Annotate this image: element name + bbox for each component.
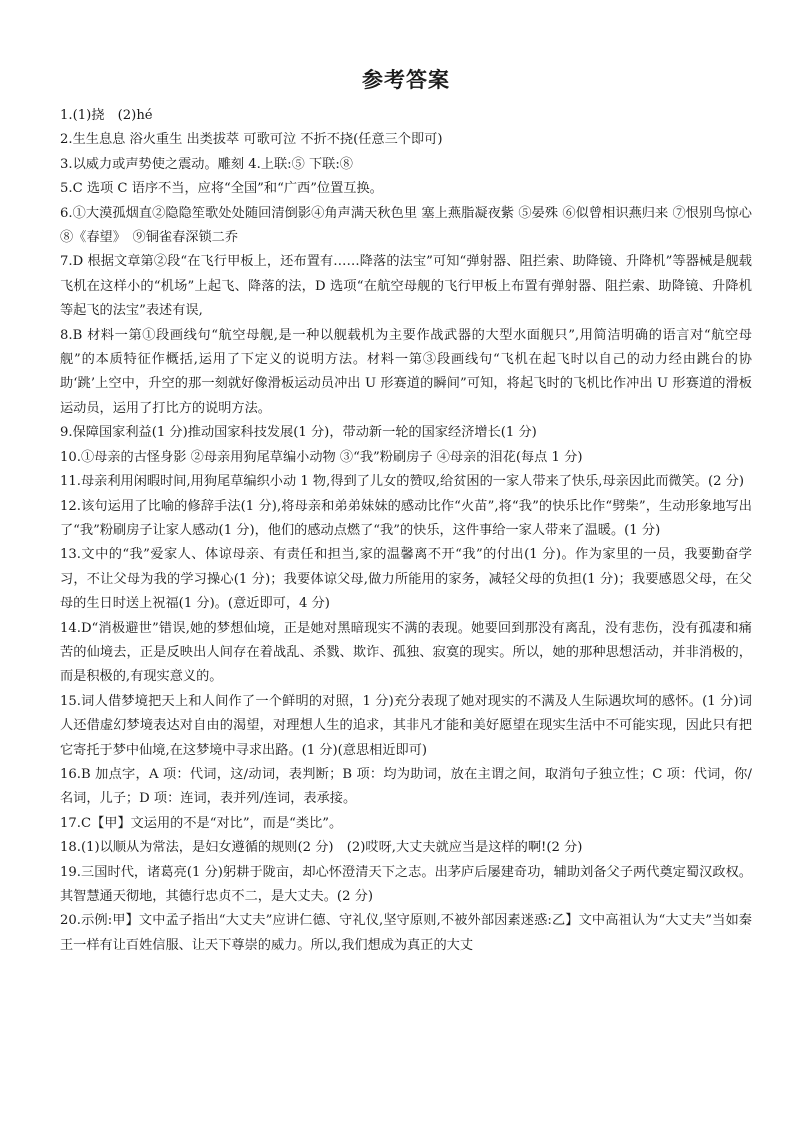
answer-item-15: 15.词人借梦境把天上和人间作了一个鲜明的对照，1 分)充分表现了她对现实的不满及人生际遇坎坷的感怀。(1 分)词人还借虚幻梦境表达对自由的渴望，对理想人生的追求，其非凡才能和美好愿望在现实生活中不可能实现，因此只有把它寄托于梦中仙境,在这梦境中寻求出路。(1 分)(意思相近即可) [60,693,752,758]
answer-item-8: 8.B 材料一第①段画线句“航空母舰,是一种以舰载机为主要作战武器的大型水面舰只”,用简洁明确的语言对“航空母舰”的本质特征作概括,运用了下定义的说明方法。材料一第③段画线句“飞机在起飞时以自己的动力经由跳台的协助‘跳’上空中，升空的那一刻就好像滑板运动员冲出 U 形赛道的瞬间”可知，将起飞时的飞机比作冲出 U 形赛道的滑板运动员，运用了打比方的说明方法。 [60,327,752,416]
answer-item-17: 17.C【甲】文运用的不是“对比”，而是“类比”。 [60,815,343,831]
answer-item-11: 11.母亲利用闲暇时间,用狗尾草编织小动 1 物,得到了儿女的赞叹,给贫困的一家人带来了快乐,母亲因此而微笑。(2 分) [60,474,745,490]
answer-item-3: 3.以威力或声势使之震动。雕刻 4.上联:⑤ 下联:⑧ [60,156,353,172]
answer-list [60,104,752,958]
answer-item-13: 13.文中的“我”爱家人、体谅母亲、有责任和担当,家的温馨离不开“我”的付出(1 分)。作为家里的一员，我要勤奋学习，不让父母为我的学习操心(1 分)；我要体谅父母,做力所能用的家务，减轻父母的负担(1 分)；我要感恩父母，在父母的生日时送上祝福(1 分)。(意近即可，4 分) [60,547,752,612]
answer-item-7: 7.D 根据文章第②段“在飞行甲板上，还布置有……降落的法宝”可知“弹射器、阻拦索、助降镜、升降机”等器械是舰载飞机在这样小的“机场”上起飞、降落的法，D 选项“在航空母舰的飞行甲板上布置有弹射器、阻拦索、助降镜、升降机等起飞的法宝”表述有误, [60,254,752,319]
page-title: 参考答案 [362,68,450,92]
answer-item-16: 16.B 加点字，A 项：代词，这/动词，表判断；B 项：均为助词，放在主谓之间，取消句子独立性；C 项：代词，你/名词，儿子；D 项：连词，表并列/连词，表承接。 [60,766,752,807]
answer-item-1: 1.(1)挠 (2)hé [60,108,153,123]
answer-item-10: 10.①母亲的古怪身影 ②母亲用狗尾草编小动物 ③“我”粉刷房子 ④母亲的泪花(每点 1 分) [60,449,583,465]
answer-item-19: 19.三国时代，诸葛亮(1 分)躬耕于陇亩，却心怀澄清天下之志。出茅庐后屡建奇功，辅助刘备父子两代奠定蜀汉政权。其智慧通天彻地，其德行忠贞不二，是大丈夫。(2 分) [60,864,752,904]
answer-item-14: 14.D“消极避世”错误,她的梦想仙境，正是她对黑暗现实不满的表现。她要回到那没有离乱，没有悲伤，没有孤凄和痛苦的仙境去，正是反映出人间存在着战乱、杀戮、欺诈、孤独、寂寞的现实。所以，她的那种思想活动，并非消极的，而是积极的,有现实意义的。 [60,620,752,685]
answer-item-6: 6.①大漠孤烟直②隐隐笙歌处处随回清倒影④角声满天秋色里 塞上燕脂凝夜紫 ⑤晏殊 ⑥似曾相识燕归来 ⑦恨别鸟惊心 ⑧《春望》 ⑨铜雀春深锁二乔 [60,205,752,246]
answer-item-20: 20.示例:甲】文中孟子指出“大丈夫”应讲仁德、守礼仪,坚守原则,不被外部因素迷惑:乙】文中高祖认为“大丈夫”当如秦王一样有让百姓信服、让天下尊崇的威力。所以,我们想成为真正的大丈 [60,913,752,953]
answer-item-18: 18.(1)以顺从为常法，是妇女遵循的规则(2 分) (2)哎呀,大丈夫就应当是这样的啊!(2 分) [60,840,583,856]
answer-item-9: 9.保障国家利益(1 分)推动国家科技发展(1 分)，带动新一轮的国家经济增长(1 分) [60,425,537,441]
answer-item-12: 12.该句运用了比喻的修辞手法(1 分),将母亲和弟弟妹妹的感动比作“火苗”,将“我”的快乐比作“劈柴”，生动形象地写出了“我”粉刷房子让家人感动(1 分)，他们的感动点燃了“我”的快乐，这件事给一家人带来了温暖。(1 分) [60,498,752,538]
answer-item-5: 5.C 选项 C 语序不当，应将“全国”和“广西”位置互换。 [60,181,383,197]
answer-item-2: 2.生生息息 浴火重生 出类拔萃 可歌可泣 不折不挠(任意三个即可) [60,132,443,148]
